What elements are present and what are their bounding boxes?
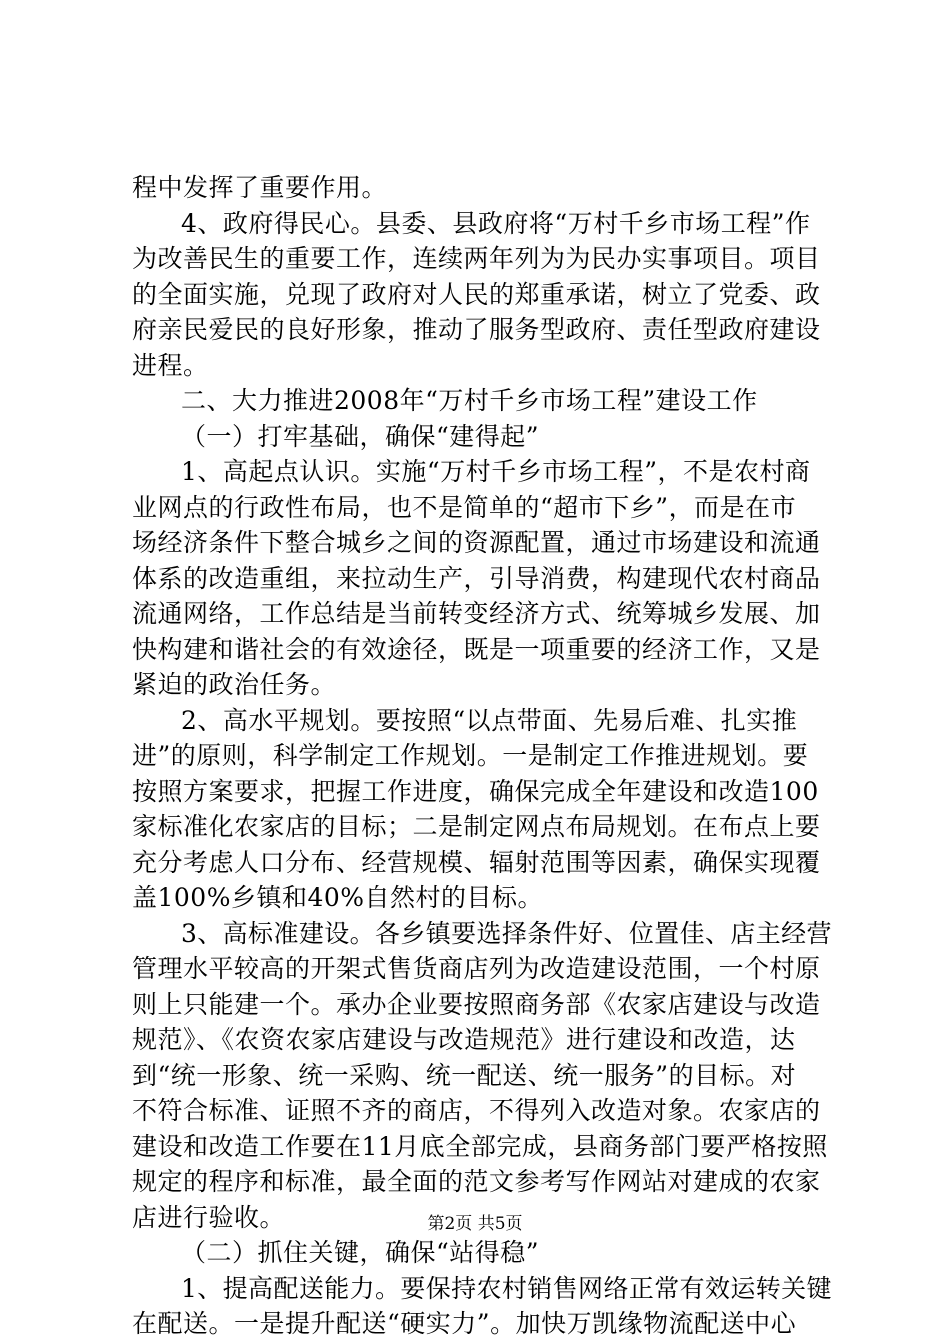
- text-line: 1、高起点认识。实施“万村千乡市场工程”，不是农村商: [181, 457, 811, 486]
- text-line: 在配送。一是提升配送“硬实力”。加快万凯缘物流配送中心: [132, 1309, 797, 1338]
- text-line: 家标准化农家店的目标；二是制定网点布局规划。在布点上要: [132, 812, 821, 841]
- text-line: （二）抓住关键，确保“站得稳”: [181, 1238, 540, 1267]
- text-line: 业网点的行政性布局，也不是简单的“超市下乡”，而是在市: [132, 492, 797, 522]
- text-line: 3、高标准建设。各乡镇要选择条件好、位置佳、店主经营: [181, 918, 832, 948]
- text-line: 规范》、《农资农家店建设与改造规范》进行建设和改造，达: [132, 1025, 796, 1054]
- text-line: 的全面实施，兑现了政府对人民的郑重承诺，树立了党委、政: [132, 279, 821, 309]
- text-line: 盖100%乡镇和40%自然村的目标。: [132, 883, 544, 912]
- text-line: （一）打牢基础，确保“建得起”: [181, 421, 540, 451]
- text-line: 进程。: [132, 350, 209, 380]
- text-line: 店进行验收。: [132, 1202, 286, 1232]
- text-line: 程中发挥了重要作用。: [132, 173, 388, 202]
- text-line: 2、高水平规划。要按照“以点带面、先易后难、扎实推: [181, 705, 798, 735]
- page-footer: 第2页 共5页: [427, 1214, 523, 1234]
- text-line: 进”的原则，科学制定工作规划。一是制定工作推进规划。要: [132, 741, 809, 770]
- text-line: 充分考虑人口分布、经营规模、辐射范围等因素，确保实现覆: [132, 847, 821, 877]
- text-line: 建设和改造工作要在11月底全部完成，县商务部门要严格按照: [132, 1131, 828, 1161]
- document-body: [132, 170, 832, 1342]
- text-line: 按照方案要求，把握工作进度，确保完成全年建设和改造100: [132, 776, 819, 806]
- text-line: 体系的改造重组，来拉动生产，引导消费，构建现代农村商品: [132, 563, 821, 593]
- text-line: 紧迫的政治任务。: [132, 670, 337, 699]
- text-line: 1、提高配送能力。要保持农村销售网络正常有效运转关键: [181, 1273, 832, 1303]
- text-line: 为改善民生的重要工作，连续两年列为为民办实事项目。项目: [132, 244, 821, 273]
- text-line: 流通网络，工作总结是当前转变经济方式、统筹城乡发展、加: [132, 599, 821, 628]
- text-line: 快构建和谐社会的有效途径，既是一项重要的经济工作，又是: [132, 634, 821, 664]
- text-line: 不符合标准、证照不齐的商店，不得列入改造对象。农家店的: [132, 1096, 821, 1125]
- text-line: 规定的程序和标准，最全面的范文参考写作网站对建成的农家: [132, 1167, 821, 1196]
- text-line: 到“统一形象、统一采购、统一配送、统一服务”的目标。对: [132, 1060, 797, 1090]
- text-line: 二、大力推进2008年“万村千乡市场工程”建设工作: [181, 386, 758, 415]
- text-line: 4、政府得民心。县委、县政府将“万村千乡市场工程”作: [181, 208, 811, 238]
- text-line: 场经济条件下整合城乡之间的资源配置，通过市场建设和流通: [132, 528, 821, 557]
- text-line: 府亲民爱民的良好形象，推动了服务型政府、责任型政府建设: [132, 315, 821, 344]
- text-line: 则上只能建一个。承办企业要按照商务部《农家店建设与改造: [132, 989, 821, 1019]
- text-line: 管理水平较高的开架式售货商店列为改造建设范围，一个村原: [132, 954, 821, 983]
